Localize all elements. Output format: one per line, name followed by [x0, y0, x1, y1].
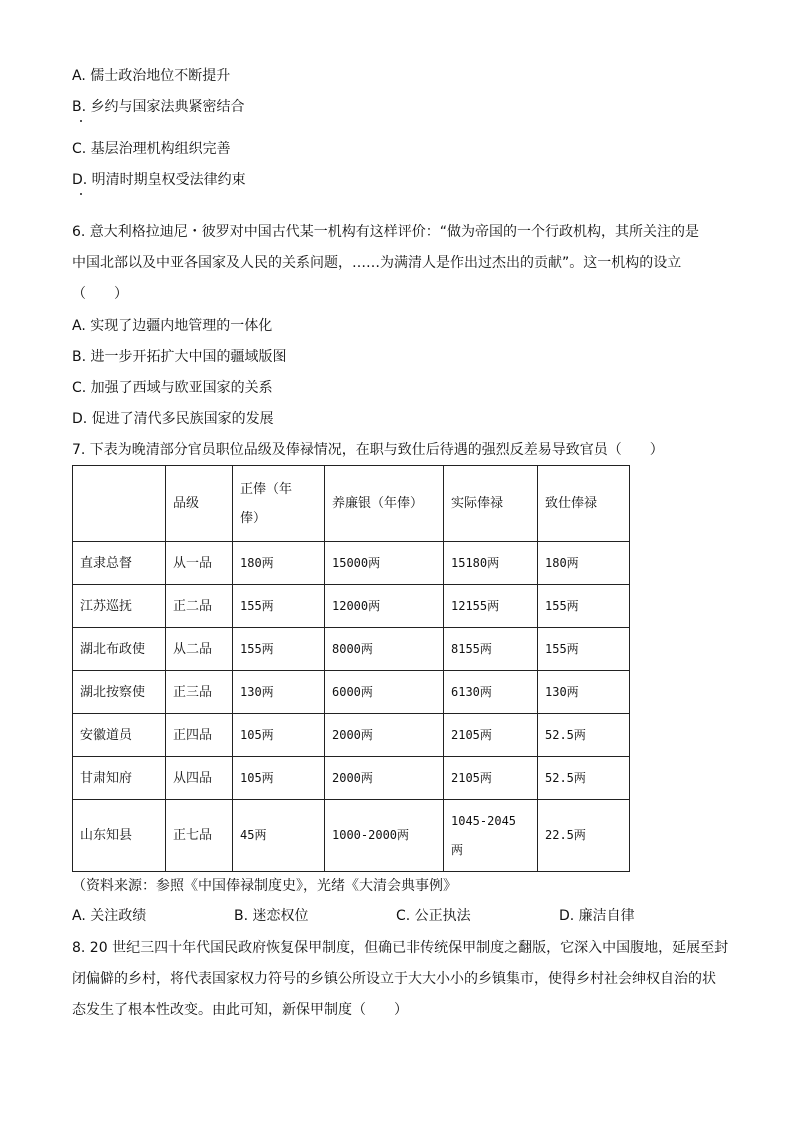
- header-cell-base-salary: [233, 466, 325, 542]
- table-row: [73, 628, 630, 671]
- cell-official: 直隶总督: [73, 542, 166, 585]
- header-cell-actual-salary: 实际俸禄: [444, 466, 538, 542]
- q5-option-a: A. 儒士政治地位不断提升: [72, 68, 231, 84]
- q5-option-d: D. 明清时期皇权受法律约束: [72, 172, 246, 188]
- q6-stem-line2: 中国北部以及中亚各国家及人民的关系问题，……为满清人是作出过杰出的贡献”。这一机构的设立: [72, 255, 682, 271]
- cell-rank: 正七品: [166, 800, 233, 872]
- header-cell-blank: [73, 466, 166, 542]
- cell-actual-salary: 12155两: [444, 585, 538, 628]
- cell-anti-corruption-silver: 8000两: [325, 628, 444, 671]
- mark-dot: [80, 193, 82, 195]
- cell-base-salary: 105两: [233, 757, 325, 800]
- q8-stem-line1: 8. 20 世纪三四十年代国民政府恢复保甲制度，但确已非传统保甲制度之翻版，它深入中国腹地，延展至封: [72, 940, 729, 956]
- q7-option-a: A. 关注政绩: [72, 908, 147, 924]
- cell-actual-salary-line2: 两: [451, 842, 464, 857]
- cell-rank: 正三品: [166, 671, 233, 714]
- q7-table-source: （资料来源：参照《中国俸禄制度史》，光绪《大清会典事例》: [72, 878, 457, 894]
- cell-anti-corruption-silver: 2000两: [325, 714, 444, 757]
- cell-retirement-salary: 52.5两: [538, 757, 630, 800]
- cell-base-salary: 155两: [233, 628, 325, 671]
- cell-anti-corruption-silver: 15000两: [325, 542, 444, 585]
- cell-anti-corruption-silver: 6000两: [325, 671, 444, 714]
- cell-actual-salary: 8155两: [444, 628, 538, 671]
- q7-option-b: B. 迷恋权位: [234, 908, 309, 924]
- q7-stem: 7. 下表为晚清部分官员职位品级及俸禄情况，在职与致仕后待遇的强烈反差易导致官员（ ）: [72, 442, 664, 458]
- cell-anti-corruption-silver: 12000两: [325, 585, 444, 628]
- cell-official: 湖北按察使: [73, 671, 166, 714]
- q6-option-d: D. 促进了清代多民族国家的发展: [72, 411, 274, 427]
- q7-option-d: D. 廉洁自律: [559, 908, 635, 924]
- cell-actual-salary: 15180两: [444, 542, 538, 585]
- cell-actual-salary: 6130两: [444, 671, 538, 714]
- table-row: [73, 714, 630, 757]
- cell-rank: 从一品: [166, 542, 233, 585]
- q5-option-c: C. 基层治理机构组织完善: [72, 141, 231, 157]
- cell-official: 湖北布政使: [73, 628, 166, 671]
- cell-official: 江苏巡抚: [73, 585, 166, 628]
- cell-base-salary: 105两: [233, 714, 325, 757]
- header-base-salary-line1: 正俸（年: [240, 481, 293, 497]
- table-row: [73, 671, 630, 714]
- header-cell-rank: 品级: [166, 466, 233, 542]
- salary-table: [72, 465, 630, 872]
- table-header-row: [73, 466, 630, 542]
- cell-rank: 从四品: [166, 757, 233, 800]
- cell-retirement-salary: 22.5两: [538, 800, 630, 872]
- cell-retirement-salary: 130两: [538, 671, 630, 714]
- q7-options: [72, 906, 712, 926]
- cell-actual-salary: 2105两: [444, 714, 538, 757]
- cell-actual-salary: 2105两: [444, 757, 538, 800]
- cell-base-salary: 45两: [233, 800, 325, 872]
- table-row: [73, 542, 630, 585]
- q8-stem-line2: 闭偏僻的乡村，将代表国家权力符号的乡镇公所设立于大大小小的乡镇集市，使得乡村社会绅权自治的状: [72, 971, 716, 987]
- cell-official: 山东知县: [73, 800, 166, 872]
- cell-base-salary: 155两: [233, 585, 325, 628]
- table-row: [73, 757, 630, 800]
- q6-stem-line3: （ ）: [72, 286, 128, 302]
- cell-official: 安徽道员: [73, 714, 166, 757]
- cell-retirement-salary: 155两: [538, 585, 630, 628]
- table-row: [73, 800, 630, 872]
- cell-actual-salary: [444, 800, 538, 872]
- cell-retirement-salary: 155两: [538, 628, 630, 671]
- table-row: [73, 585, 630, 628]
- cell-retirement-salary: 52.5两: [538, 714, 630, 757]
- cell-anti-corruption-silver: 1000-2000两: [325, 800, 444, 872]
- q6-stem-line1: 6. 意大利格拉迪尼・彼罗对中国古代某一机构有这样评价：“做为帝国的一个行政机构，其所关注的是: [72, 224, 700, 240]
- cell-rank: 从二品: [166, 628, 233, 671]
- cell-rank: 正四品: [166, 714, 233, 757]
- q8-stem-line3: 态发生了根本性改变。由此可知，新保甲制度（ ）: [72, 1002, 408, 1018]
- header-cell-anti-corruption-silver: 养廉银（年俸）: [325, 466, 444, 542]
- q5-option-b: B. 乡约与国家法典紧密结合: [72, 99, 245, 115]
- cell-base-salary: 180两: [233, 542, 325, 585]
- cell-base-salary: 130两: [233, 671, 325, 714]
- cell-rank: 正二品: [166, 585, 233, 628]
- mark-dot: [80, 120, 82, 122]
- cell-actual-salary-line1: 1045-2045: [451, 813, 517, 828]
- q6-option-c: C. 加强了西域与欧亚国家的关系: [72, 380, 273, 396]
- cell-anti-corruption-silver: 2000两: [325, 757, 444, 800]
- cell-retirement-salary: 180两: [538, 542, 630, 585]
- header-base-salary-line2: 俸）: [240, 510, 267, 526]
- q7-option-c: C. 公正执法: [396, 908, 471, 924]
- header-cell-retirement-salary: 致仕俸禄: [538, 466, 630, 542]
- q6-option-b: B. 进一步开拓扩大中国的疆域版图: [72, 349, 287, 365]
- q6-option-a: A. 实现了边疆内地管理的一体化: [72, 318, 273, 334]
- cell-official: 甘肃知府: [73, 757, 166, 800]
